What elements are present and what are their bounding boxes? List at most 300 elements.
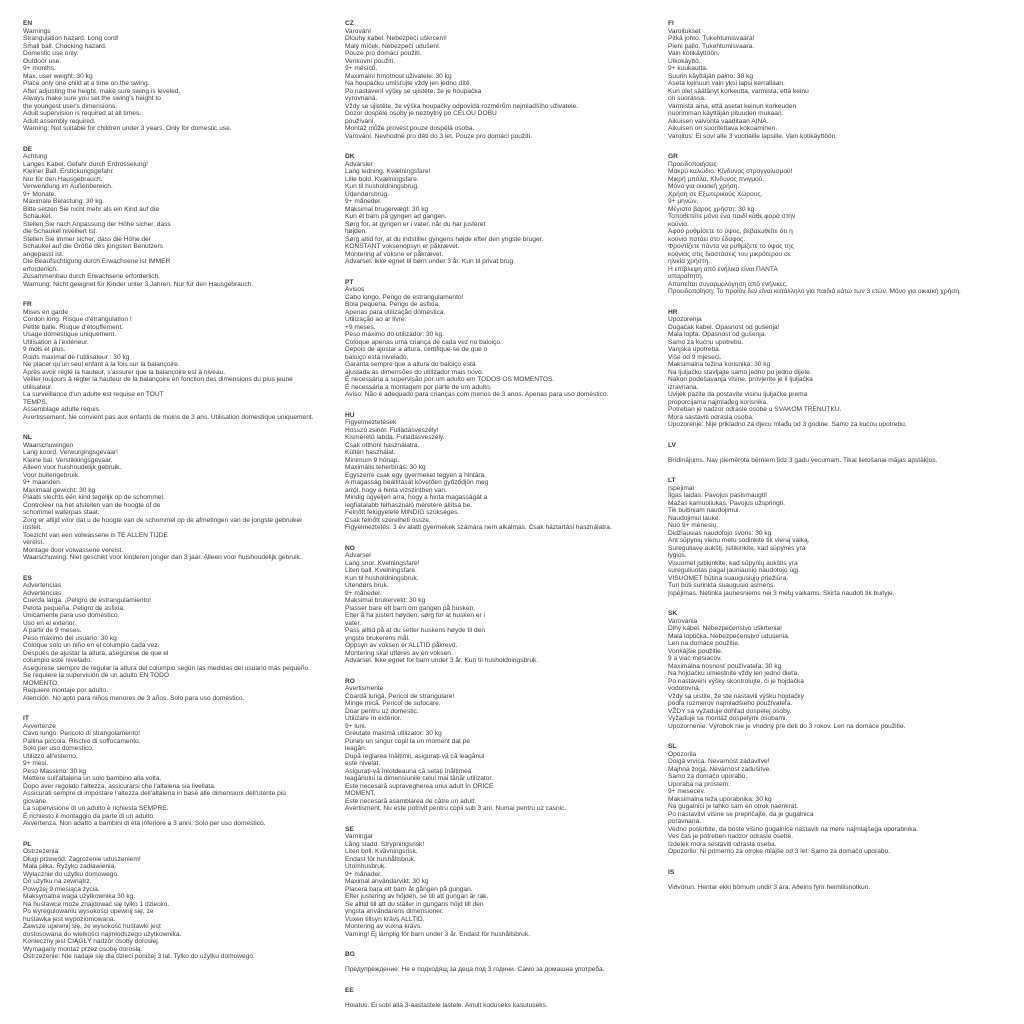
warning-line: Majhna žoga. Nevarnost zadušitve. [668,765,771,773]
warning-line: Veiller toujours à régler la hauteur de la balançoire en fonction des dimensions du plus jeune [23,376,293,383]
warning-line: Requiere montaje por adulto. [23,687,109,694]
language-section-bg [345,951,663,974]
warning-line: Utomhusbruk. [345,863,387,870]
warning-line: Small ball. Chocking hazard. [23,42,107,50]
warning-line: Μέγιστο βάρος χρήστη: 30 kg [668,205,755,213]
language-section-fi [668,20,986,140]
warning-line: Kun til husholdningsbrug. [345,183,420,190]
warning-line: Greutate maximă utilizator: 30 kg [345,730,442,737]
warning-line: Lang snor. Kvelningsfare! [345,559,420,567]
warning-line: giovane. [23,797,48,805]
warning-line: Avertissement. Ne convient pas aux enfants de moins de 3 ans. Utilisation domestique uniquement. [23,413,314,421]
language-code: LV [668,441,676,449]
warning-line: Coloque solo un niño en el columpio cada vez. [23,642,160,649]
warning-line: Zorg er altijd voor dat u de hoogte van de schommel op de afmetingen van de jongste gebruiker [23,516,303,524]
warning-line: Figyelmeztetések [345,419,397,426]
warning-line: Advertencias [23,582,62,589]
warning-line: Stellen Sie immer sicher, dass die Höhe der [23,235,151,243]
language-section-hu [345,412,663,532]
warning-line: dostosowana do wielkości najmłodszego użytkownika. [23,930,182,938]
warning-line: Vždy se ujistěte, že výška houpačky odpovídá rozměrům nejmladšího uživatele. [345,102,579,110]
warning-line: After adjusting the height, make sure swing is leveled. [23,87,181,95]
warning-line: Įspėjimai [668,484,695,492]
warning-line: Waarschuwing: Niet geschikt voor kinderen jonger dan 3 jaar. Alleen voor huishoudelijk gebruik. [23,554,302,561]
warning-line: Μακρύ καλώδιο. Κίνδυνος στραγγαλισμού! [668,168,793,175]
warning-line: Προειδοποιήσεις [668,160,717,168]
warning-line: Avertismente [345,685,384,692]
warning-line: Warnung: Nicht geeignet für Kinder unter 3 Jahren. Nur für den Hausgebrauch. [23,280,254,288]
warning-line: Ulkokäyttö. [668,57,701,65]
warning-line: 9 mois et plus. [23,346,66,353]
warning-line: Plaats slechts één kind tegelijk op de schommel. [23,494,165,501]
warning-line: La supervisione di un adulto è richiesta SEMPRE. [23,805,169,812]
warning-line: utilisateur. [23,383,53,391]
warning-line: Zawsze upewnij się, że wysokość huśtawki jest [23,923,161,930]
warning-line: Vuxen tillsyn krävs ALLTID. [345,915,425,923]
warning-line: leagănului la dimensiunile celui mai tânăr utilizator. [345,775,494,782]
language-section-dk [345,153,663,266]
warning-line: Ant sūpynių vienu metu sodinkite tik vieną vaiką. [668,537,810,544]
language-section-es [23,575,341,703]
warning-line: Verwendung im Außenbereich. [23,183,113,190]
warning-line: Μόνο για οικιακή χρήση. [668,183,740,190]
warning-line: Cavo lungo. Pericolo di strangolamento! [23,730,140,737]
warning-line: Strangulation hazard. Long cord! [23,35,119,42]
warning-line: Vain kotikäyttöön. [668,50,720,57]
warning-line: Samo za domačo uporabo. [668,773,748,780]
warning-line: Turi būti surinkta suaugusio asmens. [668,582,776,589]
warning-line: Maksimal brugervægt: 30 kg [345,205,429,213]
language-code: EN [23,20,33,27]
warning-line [668,876,986,884]
warning-line: Depois de ajustar a altura, certifique-se de que o [345,346,488,353]
language-section-gr [668,153,986,296]
warning-line: lygios. [668,552,687,559]
warning-line: Asigurați-vă întotdeauna că setați înălțimea [345,767,472,775]
warning-line: Maximaal gewicht: 30 kg [23,486,96,494]
warning-line: die Schaukel nivelliert ist. [23,228,98,235]
warning-line: Ves čas je potreben nadzor odrasle osebe. [668,833,793,840]
warning-line: Avisos [345,286,365,293]
language-code: ES [23,574,32,582]
warning-line: vereist. [23,539,45,546]
warning-line: erforderlich. [23,265,58,273]
language-section-hr [668,309,986,429]
warning-line: Achtung [23,153,48,160]
warning-line: Nakon podešavanja visine, provjerite je li ljuljačka [668,376,813,383]
language-section-nl [23,434,341,562]
language-code: RO [345,677,355,685]
warning-line: Kisméretű labda. Fulladásveszély. [345,434,445,441]
warning-line: Se requiere la supervisión de un adulto EN TODO [23,672,169,679]
warning-line: Po nastavení výšky skontrolujte, či je hojdačka [668,677,804,685]
language-code: DE [23,145,33,153]
warning-line: Upozorenje: Nije prikladno za djecu mlađu od 3 godine. Samo za kućnu upotrebu. [668,421,907,428]
warning-line: Tik buitiniam naudojimui. [668,507,741,514]
warning-line: È richiesto il montaggio da parte di un adulto. [23,812,155,820]
warning-line: 9+ måneder. [345,589,382,597]
warning-line: Maksimalna težina korisnika: 30 kg [668,361,771,368]
language-code: BG [345,951,355,958]
warnings-column-1 [23,20,341,974]
warning-line: Avertisment. Nu este potrivit pentru copii sub 3 ani. Numai pentru uz casnic. [345,805,567,812]
warning-line: Malý míček. Nebezpečí udušení. [345,42,441,50]
warning-line: Kun til husholdningsbruk. [345,574,419,582]
warning-line: Advarsel. Ikke egnet til børn under 3 år. Kun til privat brug. [345,258,516,265]
warning-line: Csak otthoni használatra. [345,441,420,449]
warning-line: Montáž může provést pouze dospělá osoba. [345,125,475,132]
warning-line: Figyelmeztetés. 3 év alatti gyermekek számára nem alkalmas. Csak háztartási használatra. [345,524,612,531]
language-code: NL [23,434,32,441]
warning-line: 9+ månader. [345,870,382,878]
warning-line: Avvertenza. Non adatto a bambini di età inferiore a 3 anni. Solo per uso domestico. [23,820,266,827]
language-code: PT [345,278,354,286]
warning-line: Viðvörun. Hentar ekki börnum undir 3 ára. Aðeins fyrir heimilisnotkun. [668,883,871,891]
language-section-ro [345,678,663,813]
warning-line: Egyszerre csak egy gyermeket tegyen a hintára. [345,471,487,479]
warning-line: Aviso: Não é adequado para crianças com menos de 3 anos. Apenas para uso doméstico. [345,391,609,398]
warning-line: Aikuisen on suoritettava kokoaminen. [668,125,778,132]
language-code: FI [668,20,674,27]
warning-line: Αφού ρυθμίσετε το ύψος, βεβαιωθείτε ότι η [668,228,793,235]
warning-line: Aseta keinuun vain yksi lapsi kerrallaan. [668,80,785,87]
warning-line: VŽDY sa vyžaduje dohľad dospelej osoby. [668,707,792,715]
warning-line: Vanjska upotreba. [668,346,721,353]
warning-line: Dugačak kabel. Opasnost od gušenja! [668,323,780,331]
warning-line: Varovania [668,617,698,625]
language-code: EE [345,986,354,994]
language-code: IT [23,715,29,722]
warning-line: este nivelat. [345,760,381,767]
warning-line: A partir de 9 meses. [23,627,82,634]
warning-line: Peso Massimo: 30 kg [23,767,87,775]
language-section-ee [345,987,663,1010]
language-code: SL [668,743,677,750]
warning-line: Maksymalna waga użytkownika 30 kg. [23,893,136,900]
warning-line: Ostrzeżenia [23,848,59,855]
warning-line: Mises en garde [23,308,69,316]
warning-line: leagăn. [345,745,367,752]
warning-line: ajustada às dimensões do utilizador mais novo. [345,368,484,376]
warning-line: Controleer na het afstellen van de hoogte of de [23,501,161,509]
warning-line: Max. user weight: 30 kg [23,72,93,80]
warning-line: Utilização ao ar livre. [345,316,407,323]
warning-line: Visuomet įsitikinkite, kad sūpynių aukštis yra [668,559,798,567]
warning-line: Pieni pallo. Tukehtumisvaara. [668,42,755,50]
language-code: SK [668,610,678,617]
language-section-pt [345,279,663,399]
warning-line: Ne placer qu'un seul enfant à la fois sur la balançoire. [23,361,180,368]
warning-line: Bola pequena. Perigo de asfixia. [345,301,440,308]
warning-line: Χρήση σε Εξωτερικούς Χώρους. [668,190,763,198]
warning-line: Izdelek mora sestaviti odrasla oseba. [668,840,777,848]
warning-line: Aikuisen valvonta vaaditaan AINA. [668,117,769,125]
warning-line: Montering av vuxna krävs. [345,923,422,930]
warning-line: Die Beaufsichtigung durch Erwachsene ist IMMER [23,258,171,265]
warning-line: Više od 9 mjeseci. [668,353,722,361]
warning-line: arról, hogy a hinta vízszintben van. [345,486,447,494]
warning-line: Lang koord. Verwurgingsgevaar! [23,449,118,456]
language-section-sl [668,743,986,856]
warning-line: Įspėjimas. Netinka jaunesniems nei 3 metų vaikams. Skirta naudoti tik buityje. [668,589,895,597]
warning-line: Assicurati sempre di impostare l'altezza dell'altalena in base alle dimensioni dell'utente più [23,790,286,797]
warning-line: Cuerda larga. ¡Peligro de estrangulamiento! [23,597,151,604]
warning-line: Outdoor use. [23,57,62,65]
warning-line: Powyżej 9 miesiąca życia. [23,885,100,893]
warning-line: Sørg altid for, at du indstiller gyngens højde efter den yngste bruger. [345,235,544,243]
warnings-column-2 [345,20,663,1022]
warning-line: 9+ mesecev. [668,788,706,795]
warning-line: Dolga vrvica. Nevarnost zadavitve! [668,758,770,765]
warning-line: Petite balle. Risque d'étouffement. [23,323,124,331]
warning-line: Garanta sempre que a altura do baloiço está [345,361,476,368]
warning-line: Udendørsbrug. [345,190,389,198]
language-section-is [668,869,986,892]
warning-line: Coardă lungă. Pericol de strangulare! [345,692,455,700]
warning-line: Solo per uso domestico. [23,745,94,752]
warning-line: A magasság beállítását követően győződjön meg [345,479,489,486]
warning-line: Maksimal brukervekt: 30 kg [345,597,426,604]
warning-line: vater. [345,619,362,627]
warning-line: Advarsel. Ikke egnet for barn under 3 år. Kun til husholdningsbruk. [345,657,539,664]
warning-line: Minimum 9 hónap. [345,456,400,464]
warning-line: Mala lopta. Opasnost od gušenja. [668,331,767,338]
warning-line: Kleine bal. Verstikkingsgevaar. [23,456,113,464]
language-section-se [345,826,663,939]
warning-line: Venkovní použití. [345,57,396,65]
warning-line: Upozornenie: Výrobok nie je vhodný pre deti do 3 rokov. Len na domáce použitie. [668,722,906,730]
warning-line: Konieczny jest CIĄGŁY nadzór osoby dorosłej. [23,938,160,945]
warning-line: Plasser bare ett barn om gangen på husken. [345,604,476,612]
warning-line: Uso en el exterior. [23,619,77,627]
warning-line: 9+ luni. [345,722,367,730]
warning-line: Len na domáce použitie. [668,640,740,647]
warning-line: Utilisation à l'extérieur. [23,338,89,346]
warning-line: Pouze pro domácí použití. [345,50,422,57]
warning-line: Malá loptička. Nebezpečenstvo udusenia. [668,632,790,640]
warning-line: Vyžaduje sa montáž dospelými osobami. [668,715,788,722]
language-section-de [23,146,341,289]
warning-line: vodorovná. [668,685,701,692]
language-code: CZ [345,20,354,27]
warning-line: Se alltid till att du ställer in gungans höjd till den [345,900,484,908]
warning-line: Peso máximo del usuario: 30 kg [23,634,117,642]
warning-line: Maximální hmotnost uživatele: 30 kg [345,72,452,80]
warning-line: Maximális teherbírás: 30 kg [345,464,426,471]
warning-line: Предупреждение: Не е подходящ за деца под 3 години. Само за домашна употреба. [345,966,605,973]
warning-line: Montering af voksne er påkrævet. [345,250,444,258]
warning-line: Na houpačku umisťujte vždy jen jedno dítě. [345,80,472,87]
warning-line: Assemblage adulte requis. [23,406,101,413]
warning-line: ηλικία χρήστη. [668,258,710,265]
language-code: GR [668,153,678,160]
warning-line: Na huśtawce może znajdować się tylko 1 dziecko. [23,900,170,908]
warning-line: højden. [345,228,367,235]
warning-line: κούνιας στις διαστάσεις του μικρότερου σε [668,250,791,258]
warning-line: Mindig ügyeljen arra, hogy a hinta magasságát a [345,494,488,501]
warning-line: MOMENTO. [23,679,60,687]
warning-line: Adult assembly required. [23,117,96,125]
warning-line: Mała piłka. Ryzyko zadławienia. [23,863,117,870]
warning-line: Usage domestique uniquement. [23,331,117,338]
warning-line: É necessária a supervisão por um adulto em TODOS OS MOMENTOS. [345,376,555,383]
warning-line: columpio esté nivelado. [23,657,92,664]
warning-line: Place only one child at a time on the swing. [23,80,150,87]
warning-line: Zusammenbau durch Erwachsene erforderlich. [23,273,161,280]
warning-line: Nur für den Hausgebrauch. [23,175,103,183]
warning-line: 9+ mesi. [23,760,49,767]
warning-line: nuorimman käyttäjän pituuden mukaan. [668,110,784,117]
warning-line [345,959,663,967]
warning-line: Φροντίζετε πάντα να ρυθμίζετε το ύψος της [668,243,794,250]
warning-line: huśtawka jest wypoziomowana. [23,915,116,923]
warning-line: yngsta användarens dimensioner. [345,908,444,915]
warning-line: Kültéri használat. [345,449,396,456]
warning-line: izravnana. [668,383,699,391]
warning-line: Pitkä johto. Tukehtumisvaara! [668,35,755,42]
warning-line: 9+ maanden. [23,479,62,486]
warning-line: Do użytku na zewnątrz. [23,878,92,885]
warning-line: κούνια. [668,220,689,228]
warning-line: É necessária a montagem por parte de um adulto. [345,383,492,391]
warning-line: Efter justering av höjden, se till att gungan är rak. [345,893,489,900]
warning-line: Schaukel. [23,213,52,220]
warning-line: Lang ledning. Kvælningsfare! [345,168,431,175]
language-section-no [345,545,663,665]
warning-line: sureguliuotas pagal jauniausio naudotojo ūgį. [668,567,800,574]
warning-line: Kun olet säätänyt korkeutta, varmista, että keinu [668,87,809,95]
warning-line: Utendørs bruk. [345,582,389,589]
warning-line: Asegúrese siempre de regular la altura del columpio según las medidas del usuario más pequeño. [23,664,310,672]
warning-line: Utilizzo all'esterno. [23,752,78,760]
language-section-sk [668,610,986,730]
warning-line: Etter å ha justert høyden, sørg for at husken er i [345,612,485,619]
warning-line: Stellen Sie nach Anpassung der Höhe sicher, dass [23,220,171,228]
warning-line: angepasst ist. [23,250,64,258]
warning-line: Vonkajšie použitie. [668,647,723,655]
warning-line: Lille bold. Kvælningsfare. [345,175,419,183]
warning-line: Maximálna nosnosť používateľa: 30 kg [668,662,782,670]
warning-line: Warning: Not suitable for children under 3 years. Only for domestic use. [23,125,232,132]
warning-line: Felnőtt felügyelete MINDIG szükséges. [345,509,460,516]
warning-line: Suurin käyttäjän paino: 30 kg [668,72,754,80]
warning-line: Kun ét barn på gyngen ad gangen. [345,213,447,220]
language-code: IS [668,868,675,876]
warning-line: Varoitus: Ei sovi alle 3 vuotiaille lapsille. Vain kotikäyttöön. [668,132,838,140]
warning-line: Brīdinājums. Nav piemērota bērniem līdz 3 gadu vecumam. Tikai lietošanai mājas apstākļos. [668,456,938,464]
warning-line: podľa rozmerov najmladšieho používateľa. [668,700,793,707]
warning-line: Voor buitengebruik. [23,471,80,479]
warning-line: απαραίτητη. [668,273,704,280]
warning-line: Csak felnőtt szerelheti össze. [345,516,431,524]
warning-line: După reglarea înălțimii, asigurați-vă că leagănul [345,752,485,760]
warning-line: Varmista aina, että asetat keinun korkeuden [668,102,797,110]
warning-line: používání. [345,117,376,125]
warning-line: Na gugalnici je lahko sam en otrok naenkrat. [668,803,799,810]
language-section-lt [668,477,986,597]
warning-line: Coloque apenas uma criança de cada vez no baloiço. [345,338,502,346]
warning-line: Montage door volwassene vereist. [23,546,124,554]
warning-line: Po wyregulowaniu wysokości upewnij się, że [23,908,154,915]
warning-line: Peso máximo do utilizador: 30 kg. [345,331,444,338]
warning-line: Maximal användarvikt: 30 kg [345,878,429,885]
warning-line: Dopo aver regolato l'altezza, assicurarsi che l'altalena sia livellata. [23,782,216,790]
warning-line: Wymagany montaż przez osobę dorosłą. [23,945,143,953]
warning-line: Endast för hushållsbruk. [345,855,416,863]
warning-line: 9+ měsíců. [345,65,378,72]
warning-line: Varování. Nevhodné pro děti do 3 let. Pouze pro domácí použití. [345,132,533,140]
warning-line: Mora sastaviti odrasla osoba. [668,413,754,421]
warning-line: Naudojimui lauke. [668,514,721,522]
warning-line: Advarsel [345,552,371,559]
warning-line: Maximale Belastung: 30 kg. [23,198,104,205]
warning-line: Uvijek pazite da postavite visinu ljuljačke prema [668,391,808,398]
warning-line: Placera bara ett barn åt gången på gungan. [345,885,473,893]
warning-line: Τοποθετείτε μόνο ένα παιδί κάθε φορά στην [668,213,796,220]
warning-line: Opozorilo: Ni primerno za otroke mlajše od 3 let. Samo za domačo uporabo. [668,848,891,855]
warning-line: Utilizare în exterior. [345,715,402,722]
warning-line: Montering skal utføres av en voksen. [345,649,453,657]
warning-line: baloiço está nivelado. [345,353,409,361]
warning-line: legfiatalabb felhasználó méretére állítsa be. [345,501,473,509]
warning-line: TEMPS. [23,398,48,406]
warning-line: Puneți un singur copil la un moment dat pe [345,737,470,745]
warning-line: Προειδοποίηση: Το προϊόν δεν είναι κατάλληλο για παιδιά κάτω των 3 ετών. Μόνο για οικιακή χρήση. [668,288,961,295]
warning-line: Poids maximal de l'utilisateur : 30 kg [23,353,130,361]
warning-line: Kleiner Ball. Erstickungsgefahr. [23,168,115,175]
warning-line: La surveillance d'un adulte est requise en TOUT [23,391,164,398]
warning-line: MOMENT. [345,790,376,797]
warning-line: Liten ball. Kvelningsfare. [345,567,417,574]
warning-line: Ostrzeżenie: Nie nadaje się dla dzieci poniżej 3 lat. Tylko do użytku domowego. [23,953,255,960]
warning-line: Waarschuwingen [23,441,74,449]
language-code: HR [668,308,678,316]
warning-line: Didžiausias naudotojo svoris: 30 kg [668,529,772,537]
warning-line: Minge mică. Pericol de sufocare. [345,700,441,707]
warning-line: 9+ kuukautta. [668,65,708,72]
warning-line: Maksimalna teža uporabnika: 30 kg [668,795,772,803]
warning-line: Advarsler [345,160,373,168]
warning-line: Este necesară asamblarea de către un adult. [345,797,477,805]
warning-line: VISUOMET būtina suaugusiųjų priežiūra. [668,574,789,582]
warning-line: Pallina piccola. Rischio di soffocamento. [23,737,141,745]
warning-line: Uporaba na prostem. [668,780,730,788]
warning-line: Vedno poskrbite, da boste višino gugalnice nastavili na mere najmlajšega uporabnika. [668,825,918,833]
language-code: PL [23,840,32,848]
warning-line: yngste brukerens mål. [345,634,410,642]
warning-line: Schaukel auf die Größe des jüngsten Benutzers [23,243,164,250]
warning-line: Po nastavitvi višine se prepričajte, da je gugalnica [668,810,814,818]
warning-line: Sørg for, at gyngen er i vater, når du har justeret [345,220,486,228]
warning-line [668,449,986,457]
warning-line: Únicamente para uso doméstico. [23,612,120,619]
language-section-pl [23,841,341,961]
warning-line: Upozorenja [668,316,702,323]
warning-line: Avvertenze [23,722,56,730]
warning-line: schommel waterpas staat. [23,509,100,516]
warning-line: Warnings [23,27,51,35]
warning-line: Απαιτείται συναρμολόγηση από ενήλικες. [668,280,788,288]
warning-line: Después de ajustar la altura, asegúrese de que el [23,649,169,657]
warning-line: Dlhý kábel. Nebezpečenstvo uškrtenia! [668,625,782,632]
warning-line: Na ljuljačku stavljajte samo jedno po jedno dijete. [668,368,812,376]
language-section-lv [668,442,986,465]
warning-line: Pelota pequeña. Peligro de asfixia. [23,604,125,612]
warning-line: Adult supervision is required at all times. [23,110,142,117]
warning-line: instelt. [23,524,43,531]
warning-line: Varning! Ej lämplig för barn under 3 år. Endast för hushållsbruk. [345,930,530,938]
warning-line: 9+ måneder. [345,198,382,205]
